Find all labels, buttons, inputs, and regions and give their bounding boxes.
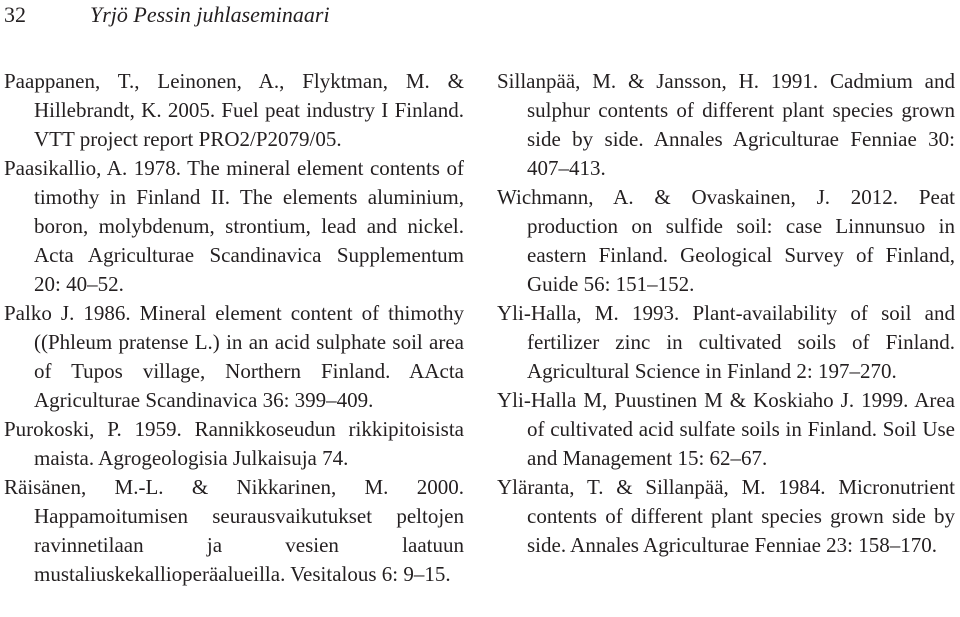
references-right-column (497, 67, 955, 560)
reference-entry: Wichmann, A. & Ovaskainen, J. 2012. Peat production on sulfide soil: case Linnunsuo in eastern Finland. Geological Survey of Finland, Guide 56: 151–152. (497, 185, 955, 296)
reference-entry: Räisänen, M.-L. & Nikkarinen, M. 2000. Happamoitumisen seurausvaikutukset peltojen ravinnetilaan ja vesien laatuun mustaliuskekallioperäalueilla. Vesitalous 6: 9–15. (4, 475, 464, 586)
reference-entry: Yli-Halla, M. 1993. Plant-availability of soil and fertilizer zinc in cultivated soils of Finland. Agricultural Science in Finland 2: 197–270. (497, 301, 955, 383)
references-left-column (4, 67, 464, 589)
page-number: 32 (4, 2, 26, 27)
reference-entry: Yli-Halla M, Puustinen M & Koskiaho J. 1999. Area of cultivated acid sulfate soils in Finland. Soil Use and Management 15: 62–67. (497, 388, 955, 470)
page-header (4, 0, 330, 30)
reference-entry: Palko J. 1986. Mineral element content of thimothy ((Phleum pratense L.) in an acid sulphate soil area of Tupos village, Northern Finland. AActa Agriculturae Scandinavica 36: 399–409. (4, 301, 464, 412)
reference-entry: Yläranta, T. & Sillanpää, M. 1984. Micronutrient contents of different plant species grown side by side. Annales Agriculturae Fenniae 23: 158–170. (497, 475, 955, 557)
reference-entry: Paappanen, T., Leinonen, A., Flyktman, M. & Hillebrandt, K. 2005. Fuel peat industry I Finland. VTT project report PRO2/P2079/05. (4, 69, 464, 151)
reference-entry: Sillanpää, M. & Jansson, H. 1991. Cadmium and sulphur contents of different plant species grown side by side. Annales Agriculturae Fenniae 30: 407–413. (497, 69, 955, 180)
running-title: Yrjö Pessin juhlaseminaari (90, 2, 330, 27)
reference-entry: Paasikallio, A. 1978. The mineral element contents of timothy in Finland II. The elements aluminium, boron, molybdenum, strontium, lead and nickel. Acta Agriculturae Scandinavica Supplementum 20: 40–52. (4, 156, 464, 296)
reference-entry: Purokoski, P. 1959. Rannikkoseudun rikkipitoisista maista. Agrogeologisia Julkaisuja 74. (4, 417, 464, 470)
